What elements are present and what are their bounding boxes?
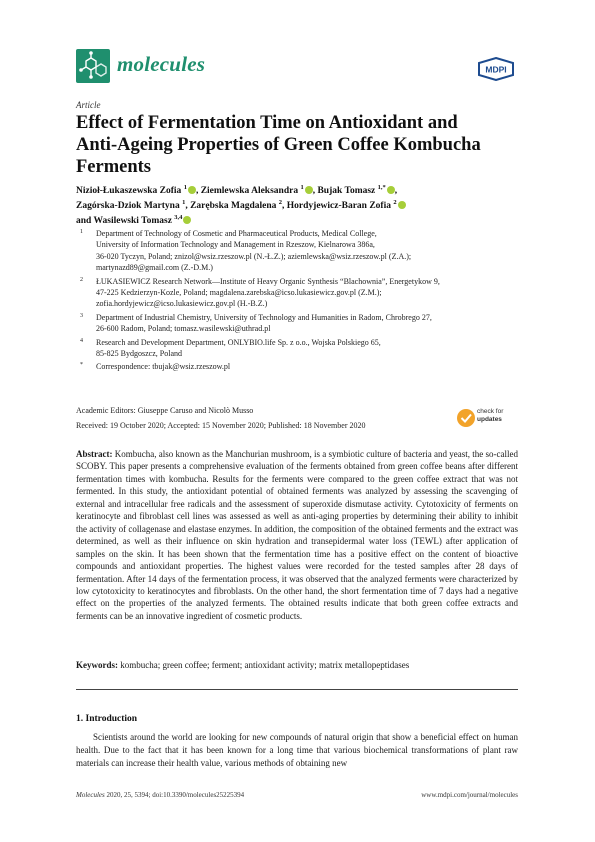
affiliation-item <box>76 312 526 335</box>
affiliation-number: 1 <box>80 229 83 235</box>
author-affiliation-marker: 1,* <box>377 183 386 191</box>
abstract-label: Abstract: <box>76 449 113 459</box>
orcid-icon[interactable] <box>305 186 313 194</box>
author-affiliation-marker: 2 <box>393 198 397 206</box>
author-separator: , <box>312 186 318 196</box>
author-list <box>76 184 526 229</box>
affiliation-number: 3 <box>80 312 83 319</box>
keywords-label: Keywords: <box>76 660 118 670</box>
affiliation-line: 47-225 Kedzierzyn-Kozle, Poland; magdalena.zarebska@icso.lukasiewicz.gov.pl (Z.M.); <box>96 288 382 298</box>
author-separator: , <box>195 186 201 196</box>
affiliation-line: zofia.hordyjewicz@icso.lukasiewicz.gov.pl (H.-B.Z.) <box>96 299 268 309</box>
author-affiliation-marker: 1 <box>300 183 304 191</box>
affiliation-item <box>76 337 526 360</box>
footer-journal: Molecules <box>76 791 105 799</box>
affiliation-number: 2 <box>80 276 83 283</box>
section-heading: 1. Introduction <box>76 714 138 724</box>
keywords-text: kombucha; green coffee; ferment; antioxidant activity; matrix metallopeptidases <box>120 660 410 670</box>
journal-logo <box>76 49 110 83</box>
affiliation-line: Department of Industrial Chemistry, University of Technology and Humanities in Radom, Chrobrego 27, <box>96 312 432 322</box>
author-separator: , <box>394 186 398 196</box>
abstract-text: Kombucha, also known as the Manchurian mushroom, is a symbiotic culture of bacteria and yeast, the so-called SCOBY. This paper presents a comprehensive evaluation of the ferments obtained from green coffee beans after different fermentation times with kombucha. Results for the ferments were compared to the green coffee extract that was not fermented. In this study, the antioxidant potential of obtained ferments was analyzed by assessing the scavenging of external and intracellular free radicals and the assessment of superoxide dismutase activity. Cytotoxicity of ferments on keratinocyte and fibroblast cell lines was assessed as well as anti-aging properties by determining their ability to inhibit the activity of collagenase and elastase enzymes. In addition, the composition of the obtained ferments and the extract was determined, as well as their influence on skin hydration and transepidermal water loss (TEWL) after application of samples on the skin. It has been shown that the fermentation time has a positive effect on the content of bioactive compounds and antioxidant properties. The highest values were recorded for the tested samples after 28 days of fermentation. After 14 days of the fermentation process, it was observed that the analyzed ferments were characterized by low cytotoxicity to keratinocytes and fibroblasts. On the other hand, the short fermentation time of 7 days had a negative effect on the properties of the analyzed ferments. The obtained results indicate that both green coffee extracts and ferments can be an innovative ingredient of cosmetic products. <box>76 449 519 621</box>
author-separator: , <box>185 201 191 211</box>
author-name: Bujak Tomasz <box>317 186 378 196</box>
affiliations <box>76 228 526 375</box>
affiliation-item <box>76 228 526 274</box>
affiliation-line: Research and Development Department, ONLYBIO.life Sp. z o.o., Wojska Polskiego 65, <box>96 337 381 347</box>
footer-citation-text: 2020, 25, 5394; doi:10.3390/molecules25225394 <box>106 791 245 799</box>
orcid-icon[interactable] <box>387 186 398 196</box>
affiliation-line: 26-600 Radom, Poland; tomasz.wasilewski@uthrad.pl <box>96 324 271 334</box>
mdpi-logo <box>476 57 516 81</box>
paper-title: Effect of Fermentation Time on Antioxidant and Anti-Ageing Properties of Green Coffee Kombucha Ferments <box>76 113 481 177</box>
section-divider <box>76 689 518 690</box>
article-type: Article <box>76 100 101 110</box>
affiliation-line: ŁUKASIEWICZ Research Network—Institute of Heavy Organic Synthesis “Blachownia”, Energetykow 9, <box>96 276 440 286</box>
affiliation-number: 4 <box>80 337 83 344</box>
affiliation-line: University of Information Technology and Management in Rzeszow, Kielnarowa 386a, <box>96 240 375 250</box>
author-name: Ziemlewska Aleksandra <box>200 186 301 196</box>
author-name: Zagórska-Dziok Martyna <box>76 201 183 211</box>
author-affiliation-marker: 1 <box>183 183 187 191</box>
keywords <box>76 660 518 670</box>
affiliation-number: * <box>80 362 83 369</box>
abstract <box>76 448 518 622</box>
molecule-icon <box>76 49 110 83</box>
journal-name: molecules <box>117 52 206 76</box>
author-name: Zarębska Magdalena <box>190 201 279 211</box>
orcid-icon[interactable] <box>188 186 196 194</box>
check-updates-label[interactable]: check for updates <box>477 408 504 423</box>
publication-dates: Received: 19 October 2020; Accepted: 15 November 2020; Published: 18 November 2020 <box>76 421 366 430</box>
affiliation-line: Department of Technology of Cosmetic and Pharmaceutical Products, Medical College, <box>96 229 377 238</box>
affiliation-line: martynazd89@gmail.com (Z.-D.M.) <box>96 263 213 273</box>
footer-url[interactable]: www.mdpi.com/journal/molecules <box>421 791 518 799</box>
check-updates-icon <box>457 409 475 427</box>
affiliation-line: 85-825 Bydgoszcz, Poland <box>96 349 182 359</box>
orcid-icon[interactable] <box>398 201 406 209</box>
svg-text:MDPI: MDPI <box>485 64 507 75</box>
orcid-icon[interactable] <box>183 216 191 224</box>
affiliation-line: 36-020 Tyczyn, Poland; znizol@wsiz.rzeszow.pl (N.-Ł.Z.); aziemlewska@wsiz.rzeszow.pl (Z.A.); <box>96 251 412 261</box>
affiliation-line: Correspondence: tbujak@wsiz.rzeszow.pl <box>96 362 231 372</box>
author-name: and Wasilewski Tomasz <box>76 216 175 226</box>
author-affiliation-marker: 2 <box>278 198 283 206</box>
footer-citation <box>76 791 244 799</box>
introduction-text: Scientists around the world are looking for new compounds of natural origin that show a beneficial effect on human health. Due to the fact that it has been known for a long time that various biochemical transformations of plant raw materials can increase their health value, various methods of obtaining new <box>76 732 518 768</box>
author-affiliation-marker: 3,4 <box>174 213 183 221</box>
author-affiliation-marker: 1 <box>182 198 186 206</box>
affiliation-item <box>76 361 526 372</box>
author-separator: , <box>282 201 287 211</box>
author-name: Nizioł-Łukaszewska Zofia <box>76 186 184 196</box>
author-name: Hordyjewicz-Baran Zofia <box>286 201 394 211</box>
affiliation-item <box>76 276 526 310</box>
academic-editors: Academic Editors: Giuseppe Caruso and Nicolò Musso <box>76 406 254 415</box>
